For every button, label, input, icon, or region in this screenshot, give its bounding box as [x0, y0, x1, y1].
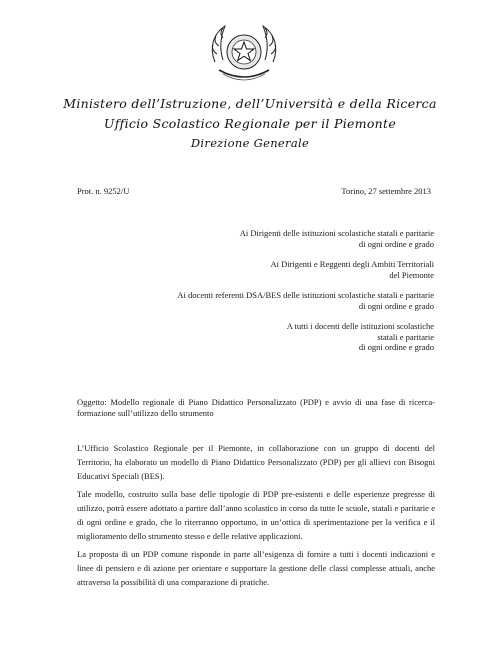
- recipient-line: Ai Dirigenti e Reggenti degli Ambiti Territoriali: [270, 259, 434, 269]
- body-paragraph: Tale modello, costruito sulla base delle tipologie di PDP pre-esistenti e delle esperienze pregresse di utilizzo, potrà essere adottato a partire dall’anno scolastico in corso da tutte le scuole, statali e paritarie e di ogni ordine e grado, che lo riterranno opportuno, in un’ottica di sperimentazione per la verifica e il miglioramento dello strumento stesso e delle relative applicazioni.: [77, 489, 435, 541]
- italian-republic-emblem-icon: [205, 18, 283, 90]
- recipient-line: Ai docenti referenti DSA/BES delle istituzioni scolastiche statali e paritarie: [177, 290, 434, 300]
- recipient-item: [104, 321, 434, 353]
- recipient-line: di ogni ordine e grado: [358, 342, 434, 352]
- letter-date: Torino, 27 settembre 2013: [341, 186, 431, 196]
- recipient-line: del Piemonte: [389, 269, 434, 280]
- recipient-line: Ai Dirigenti delle istituzioni scolastiche statali e paritarie: [239, 228, 434, 238]
- recipient-item: [104, 259, 434, 280]
- recipient-item: [104, 228, 434, 249]
- protocol-number: Prot. n. 9252/U: [77, 186, 130, 196]
- letter-body: [77, 441, 435, 593]
- recipients-list: [104, 228, 434, 363]
- recipient-line: di ogni ordine e grado: [358, 238, 434, 249]
- body-paragraph: La proposta di un PDP comune risponde in parte all’esigenza di fornire a tutti i docenti indicazioni e linee di pensiero e di azione per orientare e supportare la gestione delle classi complesse attuali, anche attraverso la possibilità di una comparazione di pratiche.: [77, 549, 435, 587]
- recipient-line: A tutti i docenti delle istituzioni scolastiche: [286, 321, 434, 331]
- ministry-name: Ministero dell’Istruzione, dell’Università e della Ricerca: [63, 96, 437, 111]
- recipient-item: [104, 290, 434, 311]
- body-paragraph: L’Ufficio Scolastico Regionale per il Piemonte, in collaborazione con un gruppo di docenti del Territorio, ha elaborato un modello di Piano Didattico Personalizzato (PDP) per gli allievi con Bisogni Educativi Speciali (BES).: [77, 443, 435, 481]
- recipient-line: statali e paritarie: [377, 331, 434, 342]
- regional-office-name: Ufficio Scolastico Regionale per il Piemonte: [103, 116, 397, 131]
- directorate-name: Direzione Generale: [190, 136, 310, 150]
- recipient-line: di ogni ordine e grado: [358, 300, 434, 311]
- letter-subject: Oggetto: Modello regionale di Piano Didattico Personalizzato (PDP) e avvio di una fase di ricerca-formazione sull’utilizzo dello strumento: [77, 397, 435, 418]
